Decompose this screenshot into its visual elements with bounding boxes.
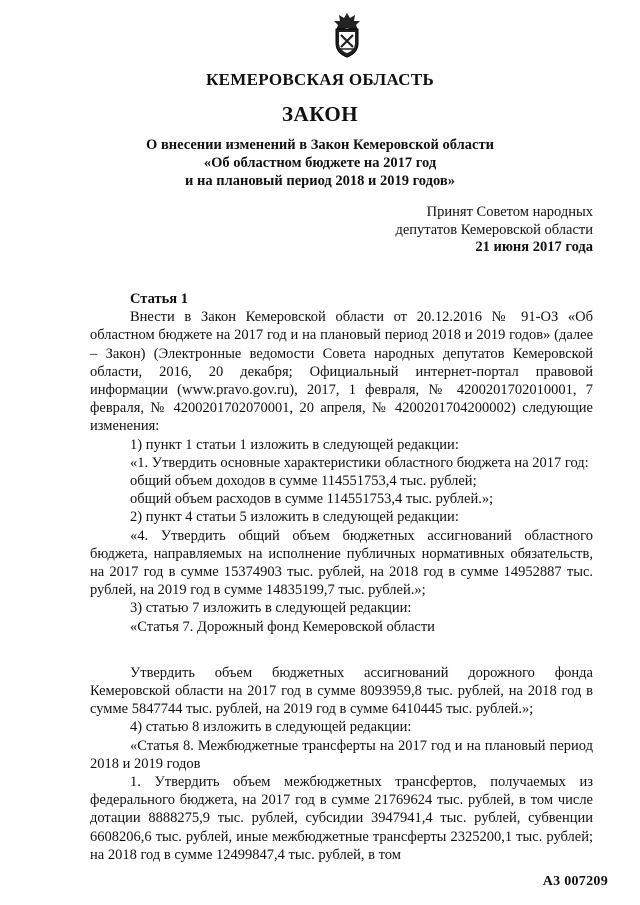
body-paragraph: «1. Утвердить основные характеристики областного бюджета на 2017 год: xyxy=(130,454,589,471)
body-paragraph: Утвердить объем бюджетных ассигнований дорожного фонда Кемеровской области на 2017 год в сумме 8093959,8 тыс. рублей, на 2018 год в сумме 5847744 тыс. рублей, на 2019 год в сумме 6410445 тыс. рублей.»; xyxy=(90,664,593,718)
body-paragraph: 1. Утвердить объем межбюджетных трансфертов, получаемых из федерального бюджета, на 2017 год в сумме 21769624 тыс. рублей, в том числе дотации 8888275,9 тыс. рублей, субсидии 3947941,4 тыс. рублей, субвенции 6608206,6 тыс. рублей, иные межбюджетные трансферты 2325200,1 тыс. рублей; на 2018 год в сумме 12499847,4 тыс. рублей, в том xyxy=(90,774,593,863)
adoption-block xyxy=(395,204,593,257)
body-paragraph: Внести в Закон Кемеровской области от 20.12.2016 № 91-ОЗ «Об областном бюджете на 2017 год и на плановый период 2018 и 2019 годов» (далее – Закон) (Электронные ведомости Совета народных депутатов Кемеровской области, 2016, 20 декабря; Официальный интернет-портал правовой информации (www.pravo.gov.ru), 2017, 1 февраля, № 4200201702010001, 7 февраля, № 4200201702070001, 20 апреля, № 4200201704200002) следующие изменения: xyxy=(90,309,593,435)
article-body xyxy=(90,290,593,864)
body-paragraph: «Статья 7. Дорожный фонд Кемеровской области xyxy=(130,618,435,635)
law-subtitle xyxy=(0,136,640,190)
body-paragraph: «Статья 8. Межбюджетные трансферты на 2017 год и на плановый период 2018 и 2019 годов xyxy=(90,737,593,772)
adoption-line: депутатов Кемеровской области xyxy=(395,221,593,238)
body-paragraph: общий объем расходов в сумме 114551753,4 тыс. рублей.»; xyxy=(130,491,494,508)
body-paragraph: 3) статью 7 изложить в следующей редакции: xyxy=(130,600,412,617)
coat-of-arms-emblem xyxy=(327,9,367,59)
law-subtitle-line: и на плановый период 2018 и 2019 годов» xyxy=(185,173,455,189)
serial-number: А3 007209 xyxy=(542,874,608,889)
law-subtitle-line: «Об областном бюджете на 2017 год xyxy=(203,155,437,171)
document-type-heading: ЗАКОН xyxy=(281,102,359,126)
law-subtitle-line: О внесении изменений в Закон Кемеровской области xyxy=(146,137,494,153)
article-heading: Статья 1 xyxy=(130,291,188,307)
adoption-line: Принят Советом народных xyxy=(426,204,593,220)
body-paragraph: общий объем доходов в сумме 114551753,4 тыс. рублей; xyxy=(130,473,477,490)
body-paragraph: 2) пункт 4 статьи 5 изложить в следующей редакции: xyxy=(130,509,459,526)
body-paragraph: «4. Утвердить общий объем бюджетных ассигнований областного бюджета, направляемых на исполнение публичных нормативных обязательств, на 2017 год в сумме 15374903 тыс. рублей, на 2018 год в сумме 14952887 тыс. рублей, на 2019 год в сумме 14835199,7 тыс. рублей.»; xyxy=(90,527,593,599)
paragraph-gap xyxy=(90,636,593,664)
adoption-date: 21 июня 2017 года xyxy=(475,239,593,255)
body-paragraph: 4) статью 8 изложить в следующей редакции: xyxy=(130,719,412,736)
region-title: КЕМЕРОВСКАЯ ОБЛАСТЬ xyxy=(206,70,434,89)
body-paragraph: 1) пункт 1 статьи 1 изложить в следующей редакции: xyxy=(130,436,459,453)
